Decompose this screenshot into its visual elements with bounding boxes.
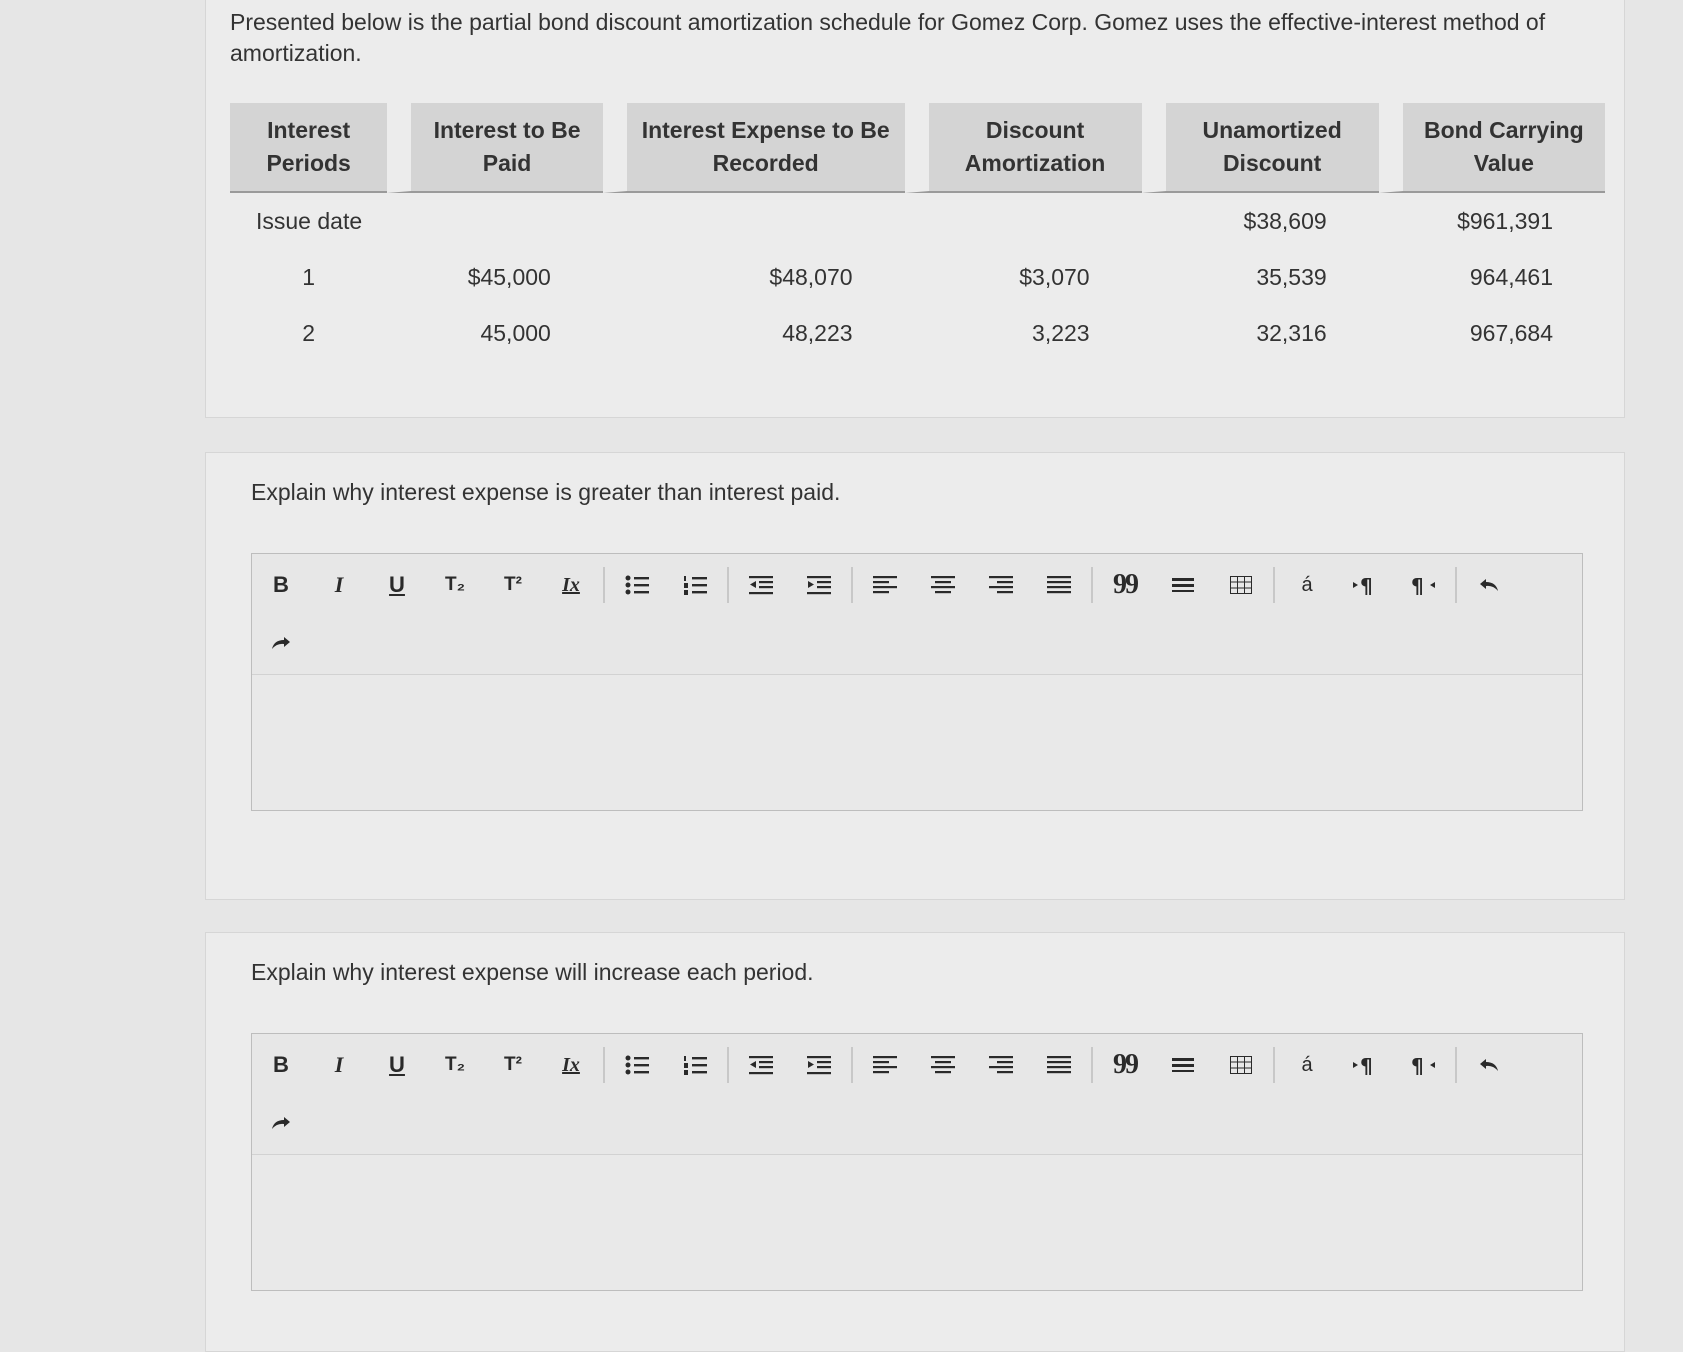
clear-format-button[interactable]: Ix xyxy=(562,1053,580,1076)
schedule-card xyxy=(205,0,1625,418)
rtl-paragraph-icon xyxy=(1411,1055,1435,1075)
blockquote-button[interactable]: 99 xyxy=(1113,569,1137,600)
redo-button[interactable] xyxy=(252,1101,310,1145)
special-character-button[interactable]: á xyxy=(1301,573,1313,596)
outdent-button[interactable] xyxy=(732,563,790,607)
cell-carrying: 967,684 xyxy=(1469,319,1553,346)
cell-expense: $48,070 xyxy=(769,263,853,290)
toolbar-separator xyxy=(727,1047,729,1083)
indent-button[interactable] xyxy=(790,1043,848,1087)
cell-unamortized: 35,539 xyxy=(1256,263,1327,290)
header-interest-periods: Interest Periods xyxy=(230,103,387,193)
align-left-button[interactable] xyxy=(856,563,914,607)
bullet-list-button[interactable] xyxy=(608,563,666,607)
underline-button[interactable]: U xyxy=(389,572,405,597)
svg-text:¶: ¶ xyxy=(1411,1055,1424,1075)
align-center-icon xyxy=(931,1055,955,1075)
toolbar-separator xyxy=(851,1047,853,1083)
question-card-1 xyxy=(205,452,1625,900)
table-row xyxy=(230,193,1605,249)
toolbar-separator xyxy=(1091,1047,1093,1083)
align-center-button[interactable] xyxy=(914,1043,972,1087)
numbered-list-icon xyxy=(683,575,707,595)
cell-period: 1 xyxy=(302,263,316,290)
indent-button[interactable] xyxy=(790,563,848,607)
cell-paid: $45,000 xyxy=(467,263,551,290)
svg-text:¶: ¶ xyxy=(1411,575,1424,595)
toolbar-separator xyxy=(1273,1047,1275,1083)
intro-text: Presented below is the partial bond discount amortization schedule for Gomez Corp. Gomez uses the effective-interest method of amortization. xyxy=(230,9,1546,66)
numbered-list-icon xyxy=(683,1055,707,1075)
align-right-icon xyxy=(989,575,1013,595)
superscript-button[interactable]: T² xyxy=(504,574,522,595)
answer-textarea[interactable] xyxy=(252,1155,1582,1290)
answer-textarea[interactable] xyxy=(252,675,1582,810)
numbered-list-button[interactable] xyxy=(666,563,724,607)
cell-amortization xyxy=(905,193,1142,249)
horizontal-rule-button[interactable] xyxy=(1154,563,1212,607)
cell-unamortized: $38,609 xyxy=(1243,207,1327,234)
undo-icon xyxy=(1479,578,1499,592)
rtl-direction-button[interactable] xyxy=(1394,1043,1452,1087)
redo-button[interactable] xyxy=(252,621,310,665)
bullet-list-button[interactable] xyxy=(608,1043,666,1087)
align-right-icon xyxy=(989,1055,1013,1075)
table-header-row xyxy=(230,103,1605,193)
toolbar-separator xyxy=(603,567,605,603)
bold-button[interactable]: B xyxy=(273,572,289,597)
header-interest-expense: Interest Expense to Be Recorded xyxy=(603,103,905,193)
toolbar-separator xyxy=(1455,567,1457,603)
editor-toolbar xyxy=(252,1034,1582,1155)
rich-text-editor xyxy=(251,553,1583,811)
question-text: Explain why interest expense will increase each period. xyxy=(251,959,814,985)
table-row xyxy=(230,249,1605,305)
insert-table-button[interactable] xyxy=(1212,563,1270,607)
numbered-list-button[interactable] xyxy=(666,1043,724,1087)
cell-carrying: $961,391 xyxy=(1457,207,1553,234)
outdent-button[interactable] xyxy=(732,1043,790,1087)
cell-period: Issue date xyxy=(256,207,363,234)
toolbar-separator xyxy=(603,1047,605,1083)
cell-carrying: 964,461 xyxy=(1469,263,1553,290)
undo-button[interactable] xyxy=(1460,563,1518,607)
justify-icon xyxy=(1047,1055,1071,1075)
amortization-table xyxy=(230,103,1605,361)
editor-toolbar xyxy=(252,554,1582,675)
outdent-icon xyxy=(749,1055,773,1075)
redo-icon xyxy=(271,1116,291,1130)
question-card-2 xyxy=(205,932,1625,1352)
insert-table-button[interactable] xyxy=(1212,1043,1270,1087)
special-character-button[interactable]: á xyxy=(1301,1053,1313,1076)
align-right-button[interactable] xyxy=(972,563,1030,607)
clear-format-button[interactable]: Ix xyxy=(562,573,580,596)
toolbar-separator xyxy=(1455,1047,1457,1083)
align-left-button[interactable] xyxy=(856,1043,914,1087)
bullet-list-icon xyxy=(625,575,649,595)
header-unamortized-discount: Unamortized Discount xyxy=(1142,103,1379,193)
italic-button[interactable]: I xyxy=(334,572,344,597)
align-center-button[interactable] xyxy=(914,563,972,607)
rich-text-editor xyxy=(251,1033,1583,1291)
cell-paid: 45,000 xyxy=(480,319,551,346)
horizontal-rule-icon xyxy=(1172,1056,1194,1074)
table-icon xyxy=(1230,576,1252,594)
header-discount-amortization: Discount Amortization xyxy=(905,103,1142,193)
cell-unamortized: 32,316 xyxy=(1256,319,1327,346)
table-icon xyxy=(1230,1056,1252,1074)
indent-icon xyxy=(807,575,831,595)
align-right-button[interactable] xyxy=(972,1043,1030,1087)
cell-expense: 48,223 xyxy=(782,319,853,346)
blockquote-button[interactable]: 99 xyxy=(1113,1049,1137,1080)
cell-paid xyxy=(387,193,603,249)
header-bond-carrying-value: Bond Carrying Value xyxy=(1379,103,1605,193)
italic-button[interactable]: I xyxy=(334,1052,344,1077)
cell-amortization: $3,070 xyxy=(1019,263,1090,290)
toolbar-separator xyxy=(1091,567,1093,603)
rtl-direction-button[interactable] xyxy=(1394,563,1452,607)
cell-amortization: 3,223 xyxy=(1032,319,1090,346)
question-text: Explain why interest expense is greater than interest paid. xyxy=(251,479,841,505)
bullet-list-icon xyxy=(625,1055,649,1075)
table-row xyxy=(230,305,1605,361)
align-center-icon xyxy=(931,575,955,595)
align-left-icon xyxy=(873,1055,897,1075)
justify-button[interactable] xyxy=(1030,1043,1088,1087)
horizontal-rule-button[interactable] xyxy=(1154,1043,1212,1087)
bold-button[interactable]: B xyxy=(273,1052,289,1077)
justify-icon xyxy=(1047,575,1071,595)
svg-text:¶: ¶ xyxy=(1360,575,1373,595)
outdent-icon xyxy=(749,575,773,595)
undo-icon xyxy=(1479,1058,1499,1072)
ltr-direction-button[interactable] xyxy=(1336,1043,1394,1087)
cell-period: 2 xyxy=(302,319,316,346)
subscript-button[interactable]: T₂ xyxy=(444,1054,466,1075)
align-left-icon xyxy=(873,575,897,595)
superscript-button[interactable]: T² xyxy=(504,1054,522,1075)
redo-icon xyxy=(271,636,291,650)
ltr-direction-button[interactable] xyxy=(1336,563,1394,607)
justify-button[interactable] xyxy=(1030,563,1088,607)
svg-text:¶: ¶ xyxy=(1360,1055,1373,1075)
undo-button[interactable] xyxy=(1460,1043,1518,1087)
subscript-button[interactable]: T₂ xyxy=(444,574,466,595)
ltr-paragraph-icon xyxy=(1353,1055,1377,1075)
toolbar-separator xyxy=(1273,567,1275,603)
header-interest-paid: Interest to Be Paid xyxy=(387,103,603,193)
indent-icon xyxy=(807,1055,831,1075)
underline-button[interactable]: U xyxy=(389,1052,405,1077)
horizontal-rule-icon xyxy=(1172,576,1194,594)
toolbar-separator xyxy=(851,567,853,603)
ltr-paragraph-icon xyxy=(1353,575,1377,595)
cell-expense xyxy=(603,193,905,249)
toolbar-separator xyxy=(727,567,729,603)
rtl-paragraph-icon xyxy=(1411,575,1435,595)
